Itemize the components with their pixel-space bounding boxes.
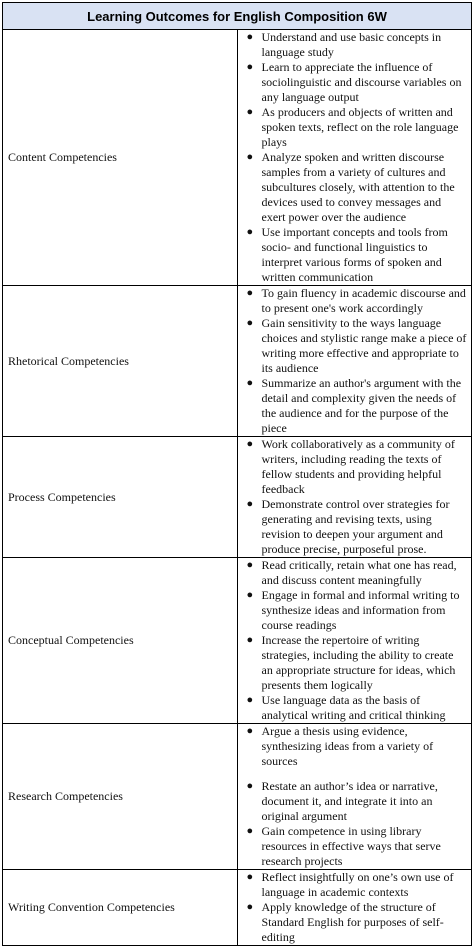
row-category: Writing Convention Competencies <box>3 870 238 946</box>
bullet-icon: ● <box>246 438 254 450</box>
list-item: ● Argue a thesis using evidence, synthesizing ideas from a variety of sources <box>246 724 434 768</box>
table-row <box>3 30 472 286</box>
list-item: ● Reflect insightfully on one’s own use of language in academic contexts <box>246 870 454 899</box>
bullet-icon: ● <box>246 61 254 73</box>
list-item: ● Use important concepts and tools from socio- and functional linguistics to interpret various forms of spoken and written communication <box>246 225 448 284</box>
table-row <box>3 558 472 724</box>
bullet-icon: ● <box>246 725 254 737</box>
table-row <box>3 286 472 437</box>
row-category: Rhetorical Competencies <box>3 286 238 437</box>
list-item: ● Apply knowledge of the structure of Standard English for purposes of self-editing <box>246 900 444 944</box>
bullet-icon: ● <box>246 780 254 792</box>
list-item: ● Understand and use basic concepts in language study <box>246 30 442 59</box>
list-item: ● Restate an author’s idea or narrative, document it, and integrate it into an original argument <box>246 779 438 823</box>
row-category: Process Competencies <box>3 437 238 558</box>
learning-outcomes-table <box>2 2 472 946</box>
table-title: Learning Outcomes for English Composition 6W <box>3 3 472 30</box>
outcome-list <box>240 30 468 285</box>
bullet-icon: ● <box>246 317 254 329</box>
outcome-list <box>240 558 468 723</box>
table-row <box>3 724 472 870</box>
bullet-icon: ● <box>246 901 254 913</box>
bullet-icon: ● <box>246 589 254 601</box>
list-item: ● As producers and objects of written and spoken texts, reflect on the role language plays <box>246 105 459 149</box>
bullet-icon: ● <box>246 498 254 510</box>
list-item: ● Increase the repertoire of writing strategies, including the ability to create an appropriate structure for ideas, which presents them logically <box>246 633 456 692</box>
outcome-list <box>240 437 468 557</box>
outcome-list <box>240 724 468 869</box>
outcome-list <box>240 870 468 945</box>
list-item: ● Summarize an author's argument with the detail and complexity given the needs of the audience and for the purpose of the piece <box>246 376 462 435</box>
list-item: ● Read critically, retain what one has read, and discuss content meaningfully <box>246 558 457 587</box>
bullet-icon: ● <box>246 106 254 118</box>
row-category: Research Competencies <box>3 724 238 870</box>
bullet-icon: ● <box>246 31 254 43</box>
table-row <box>3 437 472 558</box>
list-item: ● Demonstrate control over strategies for generating and revising texts, using revision to deepen your argument and produce precise, purposeful prose. <box>246 497 450 556</box>
bullet-icon: ● <box>246 287 254 299</box>
row-category: Conceptual Competencies <box>3 558 238 724</box>
row-category: Content Competencies <box>3 30 238 286</box>
bullet-icon: ● <box>246 559 254 571</box>
list-item: ● Learn to appreciate the influence of sociolinguistic and discourse variables on any language output <box>246 60 462 104</box>
bullet-icon: ● <box>246 694 254 706</box>
list-item: ● Use language data as the basis of analytical writing and critical thinking <box>246 693 446 722</box>
bullet-icon: ● <box>246 825 254 837</box>
list-item: ● Work collaboratively as a community of writers, including reading the texts of fellow students and providing helpful feedback <box>246 437 455 496</box>
bullet-icon: ● <box>246 151 254 163</box>
bullet-icon: ● <box>246 634 254 646</box>
list-item: ● Gain competence in using library resources in effective ways that serve research projects <box>246 824 441 868</box>
list-item: ● To gain fluency in academic discourse and to present one's work accordingly <box>246 286 466 315</box>
bullet-icon: ● <box>246 871 254 883</box>
list-item: ● Engage in formal and informal writing to synthesize ideas and information from course readings <box>246 588 460 632</box>
bullet-icon: ● <box>246 377 254 389</box>
outcome-list <box>240 286 468 436</box>
list-item: ● Analyze spoken and written discourse samples from a variety of cultures and subcultures closely, with attention to the devices used to convey messages and exert power over the audience <box>246 150 455 224</box>
list-item: ● Gain sensitivity to the ways language choices and stylistic range make a piece of writing more effective and appropriate to its audience <box>246 316 467 375</box>
table-row <box>3 870 472 946</box>
bullet-icon: ● <box>246 226 254 238</box>
